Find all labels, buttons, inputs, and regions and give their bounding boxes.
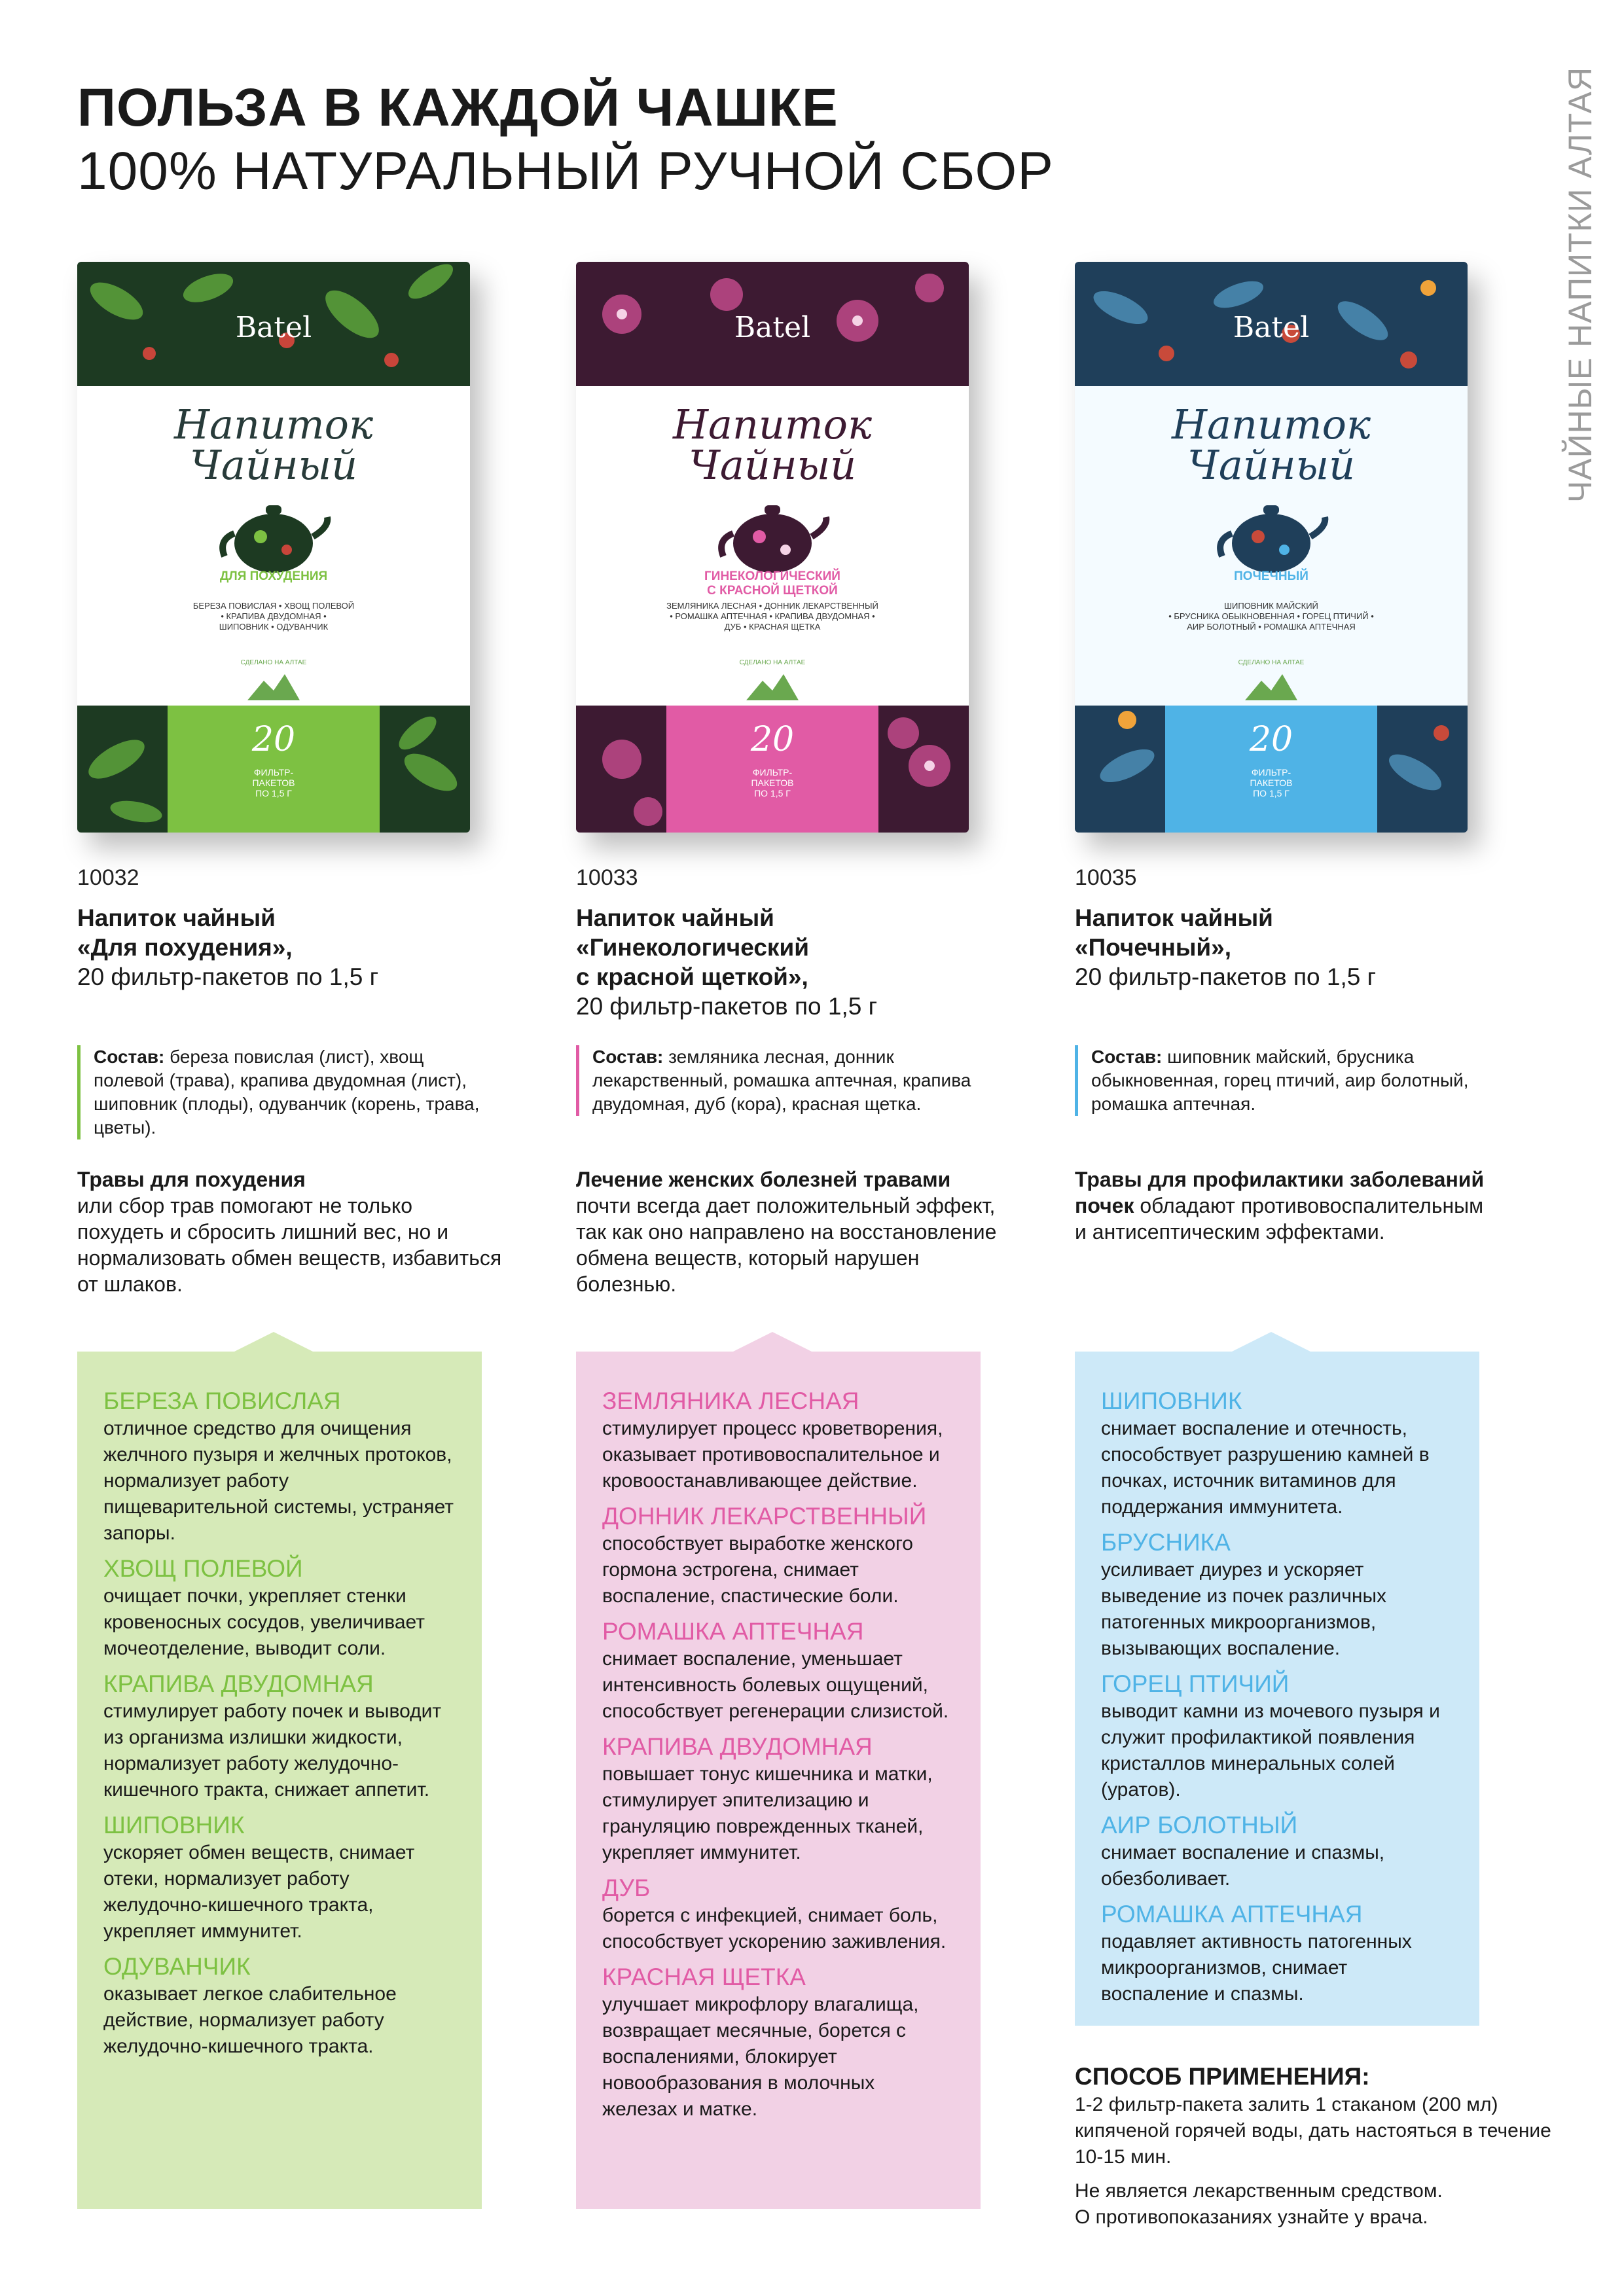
herb-name: БЕРЕЗА ПОВИСЛАЯ bbox=[103, 1388, 341, 1414]
made-in-altai-badge bbox=[1235, 648, 1307, 720]
pack-count: 20 bbox=[251, 720, 296, 759]
product-description: Лечение женских болезней травами почти всегда дает положительный эффект, так как оно направлено на восстановление обмена веществ, который нарушен болезнью. bbox=[576, 1168, 997, 1296]
product-name: Напиток чайный «Для похудения», 20 фильтр-пакетов по 1,5 г bbox=[77, 905, 379, 990]
page-subtitle: 100% НАТУРАЛЬНЫЙ РУЧНОЙ СБОР bbox=[77, 141, 1054, 201]
herbs-panel bbox=[1075, 1352, 1479, 2026]
herb-name: ГОРЕЦ ПТИЧИЙ bbox=[1101, 1670, 1290, 1697]
product-package bbox=[77, 262, 470, 833]
herb-text: снимает воспаление и отечность, способствует разрушению камней в почках, источник витаминов для поддержания иммунитета. bbox=[1101, 1418, 1430, 1518]
herb-text: стимулирует работу почек и выводит из организма излишки жидкости, нормализует работу желудочно-кишечного тракта, снижает аппетит. bbox=[103, 1700, 442, 1801]
herb-name: КРАСНАЯ ЩЕТКА bbox=[602, 1964, 806, 1990]
usage-section bbox=[1075, 2062, 1572, 2231]
pack-count: 20 bbox=[1249, 720, 1293, 759]
svg-text:СДЕЛАНО НА АЛТАЕ: СДЕЛАНО НА АЛТАЕ bbox=[739, 659, 806, 666]
svg-text:СДЕЛАНО НА АЛТАЕ: СДЕЛАНО НА АЛТАЕ bbox=[1238, 659, 1305, 666]
herb-name: ОДУВАНЧИК bbox=[103, 1953, 251, 1980]
teapot-icon bbox=[1212, 491, 1330, 576]
herb-text: очищает почки, укрепляет стенки кровеносных сосудов, увеличивает мочеотделение, выводит соли. bbox=[103, 1585, 425, 1659]
herb-text: ускоряет обмен веществ, снимает отеки, нормализует работу желудочно-кишечного тракта, укрепляет иммунитет. bbox=[103, 1842, 415, 1942]
herb-text: усиливает диурез и ускоряет выведение из почек различных патогенных микроорганизмов, вызывающих воспаление. bbox=[1101, 1559, 1387, 1659]
herb-name: ХВОЩ ПОЛЕВОЙ bbox=[103, 1555, 303, 1582]
pack-type: ДЛЯ ПОХУДЕНИЯ bbox=[219, 569, 328, 583]
pack-herbs: БЕРЕЗА ПОВИСЛАЯ • ХВОЩ ПОЛЕВОЙ • КРАПИВА ДВУДОМНАЯ • ШИПОВНИК • ОДУВАНЧИК bbox=[192, 601, 355, 632]
pack-title: Напиток Чайный bbox=[173, 401, 374, 489]
brand-logo: Batel bbox=[235, 311, 312, 344]
herb-text: подавляет активность патогенных микроорганизмов, снимает воспаление и спазмы. bbox=[1101, 1931, 1412, 2005]
svg-text:СДЕЛАНО НА АЛТАЕ: СДЕЛАНО НА АЛТАЕ bbox=[240, 659, 307, 666]
disclaimer: Не является лекарственным средством. О противопоказаниях узнайте у врача. bbox=[1075, 2180, 1443, 2228]
page-title: ПОЛЬЗА В КАЖДОЙ ЧАШКЕ bbox=[77, 78, 839, 137]
pack-herbs: ЗЕМЛЯНИКА ЛЕСНАЯ • ДОННИК ЛЕКАРСТВЕННЫЙ • РОМАШКА АПТЕЧНАЯ • КРАПИВА ДВУДОМНАЯ • ДУБ • КРАСНАЯ ЩЕТКА bbox=[666, 601, 878, 632]
pack-count-label: ФИЛЬТР- ПАКЕТОВ ПО 1,5 Г bbox=[751, 767, 794, 798]
herb-name: ДУБ bbox=[602, 1874, 651, 1901]
product-code: 10035 bbox=[1075, 865, 1137, 890]
usage-text: 1-2 фильтр-пакета залить 1 стаканом (200 мл) кипяченой горячей воды, дать настояться в течение 10-15 мин. bbox=[1075, 2094, 1551, 2168]
composition: Состав: шиповник майский, брусника обыкновенная, горец птичий, аир болотный, ромашка аптечная. bbox=[1075, 1045, 1484, 1116]
pack-type: ПОЧЕЧНЫЙ bbox=[1234, 569, 1308, 583]
herb-text: снимает воспаление и спазмы, обезболивает. bbox=[1101, 1842, 1385, 1890]
herbs-panel bbox=[576, 1352, 981, 2209]
product-description: Травы для похудения или сбор трав помогают не только похудеть и сбросить лишний вес, но и нормализовать обмен веществ, избавиться от шлаков. bbox=[77, 1168, 502, 1296]
product-code: 10032 bbox=[77, 865, 139, 890]
herb-text: снимает воспаление, уменьшает интенсивность болевых ощущений, способствует регенерации слизистой. bbox=[602, 1648, 949, 1722]
herb-text: отличное средство для очищения желчного пузыря и желчных протоков, нормализует работу пищеварительной системы, устраняет запоры. bbox=[103, 1418, 454, 1544]
pack-count-label: ФИЛЬТР- ПАКЕТОВ ПО 1,5 Г bbox=[252, 767, 295, 798]
herb-name: КРАПИВА ДВУДОМНАЯ bbox=[103, 1670, 374, 1697]
herb-text: оказывает легкое слабительное действие, нормализует работу желудочно-кишечного тракта. bbox=[103, 1983, 397, 2057]
product-description: Травы для профилактики заболеваний почек обладают противовоспалительным и антисептическим эффектами. bbox=[1075, 1168, 1485, 1244]
composition: Состав: береза повислая (лист), хвощ полевой (трава), крапива двудомная (лист), шиповник (плоды), одуванчик (корень, трава, цветы). bbox=[77, 1045, 486, 1139]
pack-count-label: ФИЛЬТР- ПАКЕТОВ ПО 1,5 Г bbox=[1250, 767, 1293, 798]
herb-name: ШИПОВНИК bbox=[103, 1812, 245, 1839]
pack-count: 20 bbox=[750, 720, 795, 759]
teapot-icon bbox=[713, 491, 831, 576]
herb-text: стимулирует процесс кроветворения, оказывает противовоспалительное и кровоостанавливающее действие. bbox=[602, 1418, 943, 1492]
herb-text: способствует выработке женского гормона эстрогена, снимает воспаление, спастические боли. bbox=[602, 1533, 913, 1607]
made-in-altai-badge bbox=[238, 648, 310, 720]
product-package bbox=[1075, 262, 1468, 833]
pack-type: ГИНЕКОЛОГИЧЕСКИЙ С КРАСНОЙ ЩЕТКОЙ bbox=[704, 569, 840, 598]
herb-name: КРАПИВА ДВУДОМНАЯ bbox=[602, 1733, 873, 1760]
herb-text: борется с инфекцией, снимает боль, способствует ускорению заживления. bbox=[602, 1905, 947, 1952]
herbs-panel bbox=[77, 1352, 482, 2209]
herb-name: РОМАШКА АПТЕЧНАЯ bbox=[602, 1618, 864, 1645]
herb-name: БРУСНИКА bbox=[1101, 1529, 1231, 1556]
herb-name: АИР БОЛОТНЫЙ bbox=[1101, 1812, 1298, 1839]
herb-name: ЗЕМЛЯНИКА ЛЕСНАЯ bbox=[602, 1388, 859, 1414]
herb-text: повышает тонус кишечника и матки, стимулирует эпителизацию и грануляцию поврежденных тканей, укрепляет иммунитет. bbox=[602, 1763, 933, 1863]
pack-title: Напиток Чайный bbox=[672, 401, 873, 489]
product-name: Напиток чайный «Почечный», 20 фильтр-пакетов по 1,5 г bbox=[1075, 905, 1377, 990]
product-name: Напиток чайный «Гинекологический с красной щеткой», 20 фильтр-пакетов по 1,5 г bbox=[576, 905, 878, 1020]
herb-text: улучшает микрофлору влагалища, возвращает месячные, борется с воспалениями, блокирует новообразования в молочных железах и матке. bbox=[602, 1994, 919, 2120]
product-package bbox=[576, 262, 969, 833]
herb-name: ШИПОВНИК bbox=[1101, 1388, 1242, 1414]
pack-title: Напиток Чайный bbox=[1171, 401, 1371, 489]
product-code: 10033 bbox=[576, 865, 638, 890]
made-in-altai-badge bbox=[736, 648, 808, 720]
brand-logo: Batel bbox=[734, 311, 811, 344]
herb-name: РОМАШКА АПТЕЧНАЯ bbox=[1101, 1901, 1363, 1928]
herb-text: выводит камни из мочевого пузыря и служит профилактикой появления кристаллов минеральных солей (уратов). bbox=[1101, 1700, 1440, 1801]
usage-heading: СПОСОБ ПРИМЕНЕНИЯ: bbox=[1075, 2063, 1370, 2090]
composition: Состав: земляника лесная, донник лекарственный, ромашка аптечная, крапива двудомная, дуб (кора), красная щетка. bbox=[576, 1045, 985, 1116]
pack-herbs: ШИПОВНИК МАЙСКИЙ • БРУСНИКА ОБЫКНОВЕННАЯ • ГОРЕЦ ПТИЧИЙ • АИР БОЛОТНЫЙ • РОМАШКА АПТЕЧНАЯ bbox=[1168, 601, 1374, 632]
herb-name: ДОННИК ЛЕКАРСТВЕННЫЙ bbox=[602, 1503, 927, 1530]
brand-logo: Batel bbox=[1233, 311, 1310, 344]
side-caption: ЧАЙНЫЕ НАПИТКИ АЛТАЯ bbox=[1562, 66, 1598, 503]
teapot-icon bbox=[215, 491, 333, 576]
